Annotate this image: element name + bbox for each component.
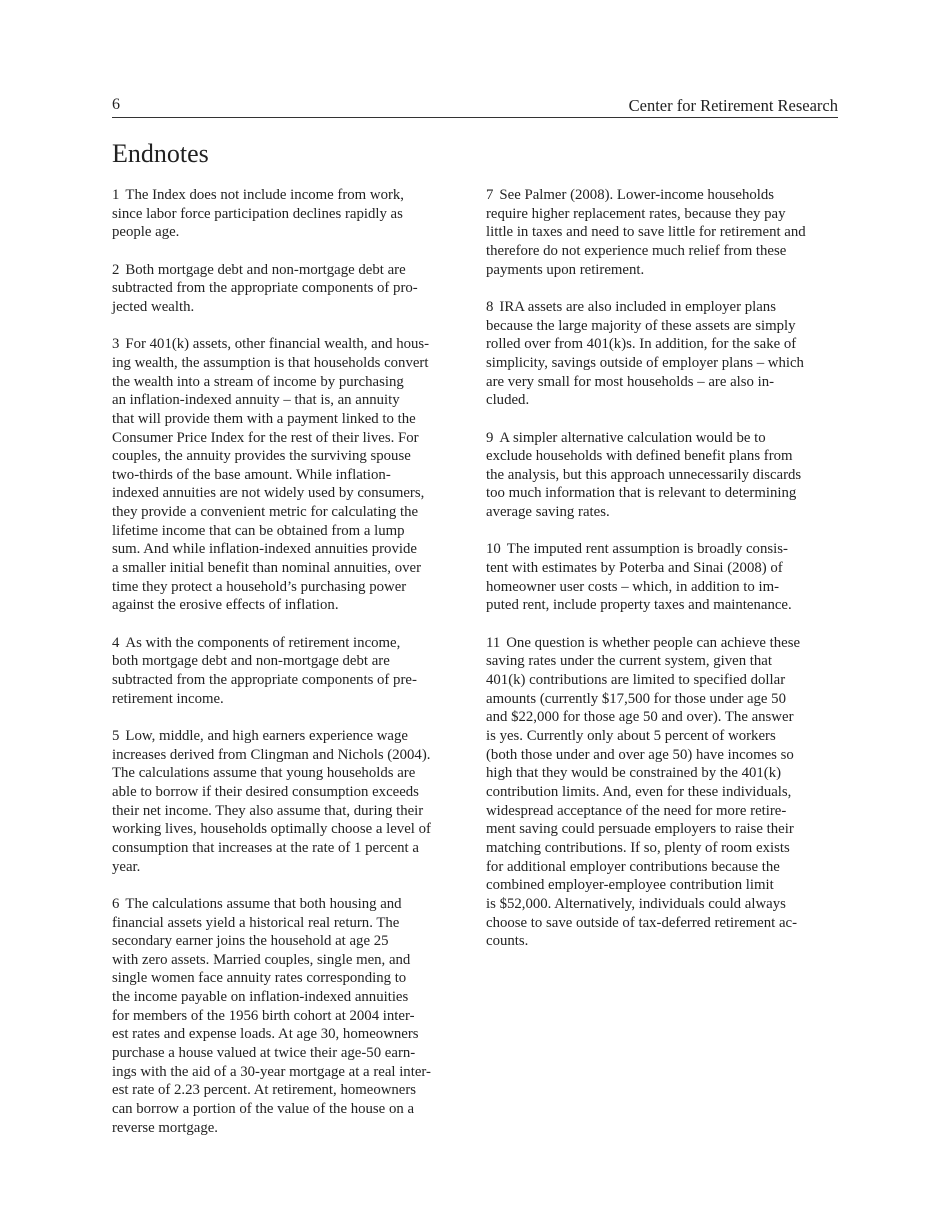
endnote-text: rolled over from 401(k)s. In addition, for the sake of [486,336,797,353]
endnote-line [112,578,464,597]
endnote-line [486,261,838,280]
endnote-text: choose to save outside of tax-deferred retirement ac- [486,914,798,931]
endnote-text: little in taxes and need to save little for retirement and [486,224,806,241]
endnote-line [112,298,464,317]
endnote-text: their net income. They also assume that, during their [112,802,424,819]
endnote-text: ings with the aid of a 30-year mortgage at a real inter- [112,1063,431,1080]
endnote-line [112,895,464,914]
endnote-text: because the large majority of these assets are simply [486,317,796,334]
endnote-text: too much information that is relevant to determining [486,485,797,502]
endnote-text: tent with estimates by Poterba and Sinai (2008) of [486,560,783,577]
endnote-line [486,876,838,895]
endnote-line [112,1063,464,1082]
endnote-line [486,335,838,354]
endnote-line [486,690,838,709]
endnote-line [112,652,464,671]
endnote-text: the wealth into a stream of income by purchasing [112,373,404,390]
endnote-text: exclude households with defined benefit plans from [486,448,793,465]
endnote-text: the income payable on inflation-indexed annuities [112,989,409,1006]
endnote-number: 11 [486,634,501,651]
endnote-text: two-thirds of the base amount. While inflation- [112,466,391,483]
running-title: Center for Retirement Research [628,96,838,115]
endnote-line [486,391,838,410]
endnote-line [486,727,838,746]
endnote-text: puted rent, include property taxes and maintenance. [486,597,792,614]
section-heading: Endnotes [112,139,209,168]
endnote-text: contribution limits. And, even for these individuals, [486,783,792,800]
endnote-line [112,858,464,877]
endnote-line [486,223,838,242]
endnote-text: (both those under and over age 50) have incomes so [486,746,794,763]
endnote-line [486,764,838,783]
endnote-text: can borrow a portion of the value of the house on a [112,1101,415,1118]
endnote-text: financial assets yield a historical real return. The [112,914,400,931]
endnote-text: Both mortgage debt and non-mortgage debt are [125,261,406,278]
endnote-line [486,895,838,914]
endnote-text: a smaller initial benefit than nominal annuities, over [112,560,422,577]
endnote-line [112,727,464,746]
endnote-text: The Index does not include income from work, [125,187,405,203]
endnote-line [112,969,464,988]
endnote-text: payments upon retirement. [486,261,645,278]
endnote-text: See Palmer (2008). Lower-income households [499,187,775,203]
endnote-number: 10 [486,541,501,558]
endnote-text: the analysis, but this approach unnecessarily discards [486,466,802,483]
endnote-text: time they protect a household’s purchasing power [112,578,407,595]
endnote-line [486,186,838,205]
endnote [486,540,838,615]
endnote-line [486,746,838,765]
endnote-text: est rates and expense loads. At age 30, homeowners [112,1026,419,1043]
endnote-text: The imputed rent assumption is broadly consis- [506,541,788,558]
endnote-text: they provide a convenient metric for calculating the [112,504,419,521]
endnote-line [486,503,838,522]
endnote [112,261,464,317]
endnote-line [112,540,464,559]
endnote-number: 1 [112,187,120,203]
endnote [112,895,464,1138]
endnote-line [112,783,464,802]
endnote-text: working lives, households optimally choose a level of [112,821,431,838]
endnote-text: subtracted from the appropriate components of pre- [112,672,417,689]
endnote-line [486,466,838,485]
endnote-line [112,484,464,503]
endnote-line [486,932,838,951]
endnote-text: sum. And while inflation-indexed annuities provide [112,541,417,558]
endnote-line [112,205,464,224]
endnote-line [112,447,464,466]
endnote-number: 8 [486,298,494,315]
endnote-number: 4 [112,634,120,651]
endnote-line [112,1119,464,1138]
endnote-text: The calculations assume that both housing and [125,895,402,912]
endnote-text: therefore do not experience much relief from these [486,242,787,259]
endnote-text: are very small for most households – are also in- [486,373,775,390]
endnote-line [112,671,464,690]
endnote-text: homeowner user costs – which, in addition to im- [486,578,780,595]
endnote-line [486,559,838,578]
endnote-text: counts. [486,933,529,950]
endnote-text: year. [112,858,141,875]
endnote-line [486,578,838,597]
endnote-line [112,634,464,653]
endnote-text: that will provide them with a payment linked to the [112,410,416,427]
endnote-line [112,429,464,448]
endnote-line [486,914,838,933]
endnote-text: able to borrow if their desired consumption exceeds [112,783,419,800]
endnote-line [486,708,838,727]
endnote-line [486,839,838,858]
endnote-number: 9 [486,429,494,446]
endnote [112,186,464,242]
endnote-text: people age. [112,224,180,241]
endnote-line [112,223,464,242]
endnote-text: is yes. Currently only about 5 percent of workers [486,727,776,744]
endnote-text: both mortgage debt and non-mortgage debt are [112,653,390,670]
endnote-number: 2 [112,261,120,278]
endnote-text: cluded. [486,392,530,409]
endnote-line [112,279,464,298]
endnote-text: high that they would be constrained by the 401(k) [486,765,782,782]
endnote-text: purchase a house valued at twice their age-50 earn- [112,1045,416,1062]
endnote-text: ing wealth, the assumption is that households convert [112,354,429,371]
endnote-text: since labor force participation declines rapidly as [112,205,403,222]
endnote-line [486,242,838,261]
endnote-text: require higher replacement rates, because they pay [486,205,786,222]
endnote-text: Low, middle, and high earners experience wage [125,727,408,744]
endnote-line [112,1025,464,1044]
endnote-text: subtracted from the appropriate components of pro- [112,280,418,297]
endnote-text: The calculations assume that young households are [112,765,416,782]
endnote-text: secondary earner joins the household at age 25 [112,933,389,950]
endnote-text: Consumer Price Index for the rest of their lives. For [112,429,419,446]
endnote-text: with zero assets. Married couples, single men, and [112,951,411,968]
endnote-line [112,335,464,354]
endnote-text: single women face annuity rates corresponding to [112,970,407,987]
endnote [486,429,838,522]
endnote-text: couples, the annuity provides the surviving spouse [112,448,411,465]
endnote-text: IRA assets are also included in employer plans [499,298,776,315]
endnote-text: against the erosive effects of inflation. [112,597,339,614]
endnote-line [112,1007,464,1026]
endnote-text: amounts (currently $17,500 for those under age 50 [486,690,786,707]
endnote-line [486,652,838,671]
endnote-text: and $22,000 for those age 50 and over). The answer [486,709,794,726]
endnote-line [112,1081,464,1100]
endnote-line [112,932,464,951]
endnote-text: One question is whether people can achieve these [506,634,801,651]
endnote [486,634,838,951]
endnote-line [486,205,838,224]
endnote-text: combined employer-employee contribution limit [486,877,774,894]
endnote-number: 7 [486,187,494,203]
endnote-text: est rate of 2.23 percent. At retirement, homeowners [112,1082,417,1099]
endnote [486,298,838,410]
endnote-text: widespread acceptance of the need for more retire- [486,802,787,819]
endnote-line [486,671,838,690]
endnote-line [486,783,838,802]
endnote-text: for members of the 1956 birth cohort at 2004 inter- [112,1007,415,1024]
endnote-line [112,559,464,578]
endnote-line [112,746,464,765]
endnote-number: 6 [112,895,120,912]
endnote-line [486,540,838,559]
endnote-line [112,373,464,392]
endnote-text: consumption that increases at the rate of 1 percent a [112,839,419,856]
endnotes-left-column [112,186,464,1156]
endnote-text: indexed annuities are not widely used by consumers, [112,485,425,502]
endnote-line [112,410,464,429]
endnote [112,335,464,615]
endnote-line [486,373,838,392]
endnote-text: simplicity, savings outside of employer plans – which [486,354,804,371]
endnote-text: For 401(k) assets, other financial wealth, and hous- [125,336,430,353]
endnote-line [486,447,838,466]
endnote [112,727,464,876]
endnote-line [112,354,464,373]
endnote-line [112,988,464,1007]
endnote-text: an inflation-indexed annuity – that is, an annuity [112,392,400,409]
endnote-line [112,186,464,205]
endnote-line [112,1100,464,1119]
endnote [112,634,464,709]
endnote-text: average saving rates. [486,504,610,521]
endnote-line [112,690,464,709]
endnote-line [486,317,838,336]
endnote-line [486,298,838,317]
endnote-number: 3 [112,336,120,353]
page-number: 6 [112,96,120,113]
endnote-line [112,951,464,970]
endnote-line [486,858,838,877]
endnote-text: is $52,000. Alternatively, individuals could always [486,895,786,912]
endnote-line [112,503,464,522]
endnote-line [486,634,838,653]
endnote-line [112,914,464,933]
endnote-text: A simpler alternative calculation would be to [499,429,766,446]
endnote-line [112,764,464,783]
endnote [486,186,838,279]
endnote-line [112,802,464,821]
endnote-line [112,391,464,410]
endnote-text: 401(k) contributions are limited to specified dollar [486,672,786,688]
endnote-line [486,820,838,839]
endnote-text: jected wealth. [112,298,195,315]
endnote-line [112,1044,464,1063]
endnote-line [112,596,464,615]
endnote-text: As with the components of retirement income, [125,634,401,651]
endnote-text: retirement income. [112,690,224,707]
endnote-line [486,596,838,615]
endnote-line [486,429,838,448]
page-header [112,96,838,118]
endnotes-right-column [486,186,838,969]
endnote-line [112,820,464,839]
endnote-text: lifetime income that can be obtained from a lump [112,522,405,539]
endnote-line [112,839,464,858]
endnote-text: reverse mortgage. [112,1119,218,1136]
endnote-text: matching contributions. If so, plenty of room exists [486,839,790,856]
endnote-text: for additional employer contributions because the [486,858,780,875]
endnote-line [486,354,838,373]
endnote-number: 5 [112,727,120,744]
endnote-line [112,466,464,485]
endnote-text: saving rates under the current system, given that [486,653,772,670]
endnote-line [486,484,838,503]
endnote-line [112,522,464,541]
endnote-text: ment saving could persuade employers to raise their [486,821,794,838]
endnote-text: increases derived from Clingman and Nichols (2004). [112,746,431,763]
endnote-line [112,261,464,280]
endnote-line [486,802,838,821]
